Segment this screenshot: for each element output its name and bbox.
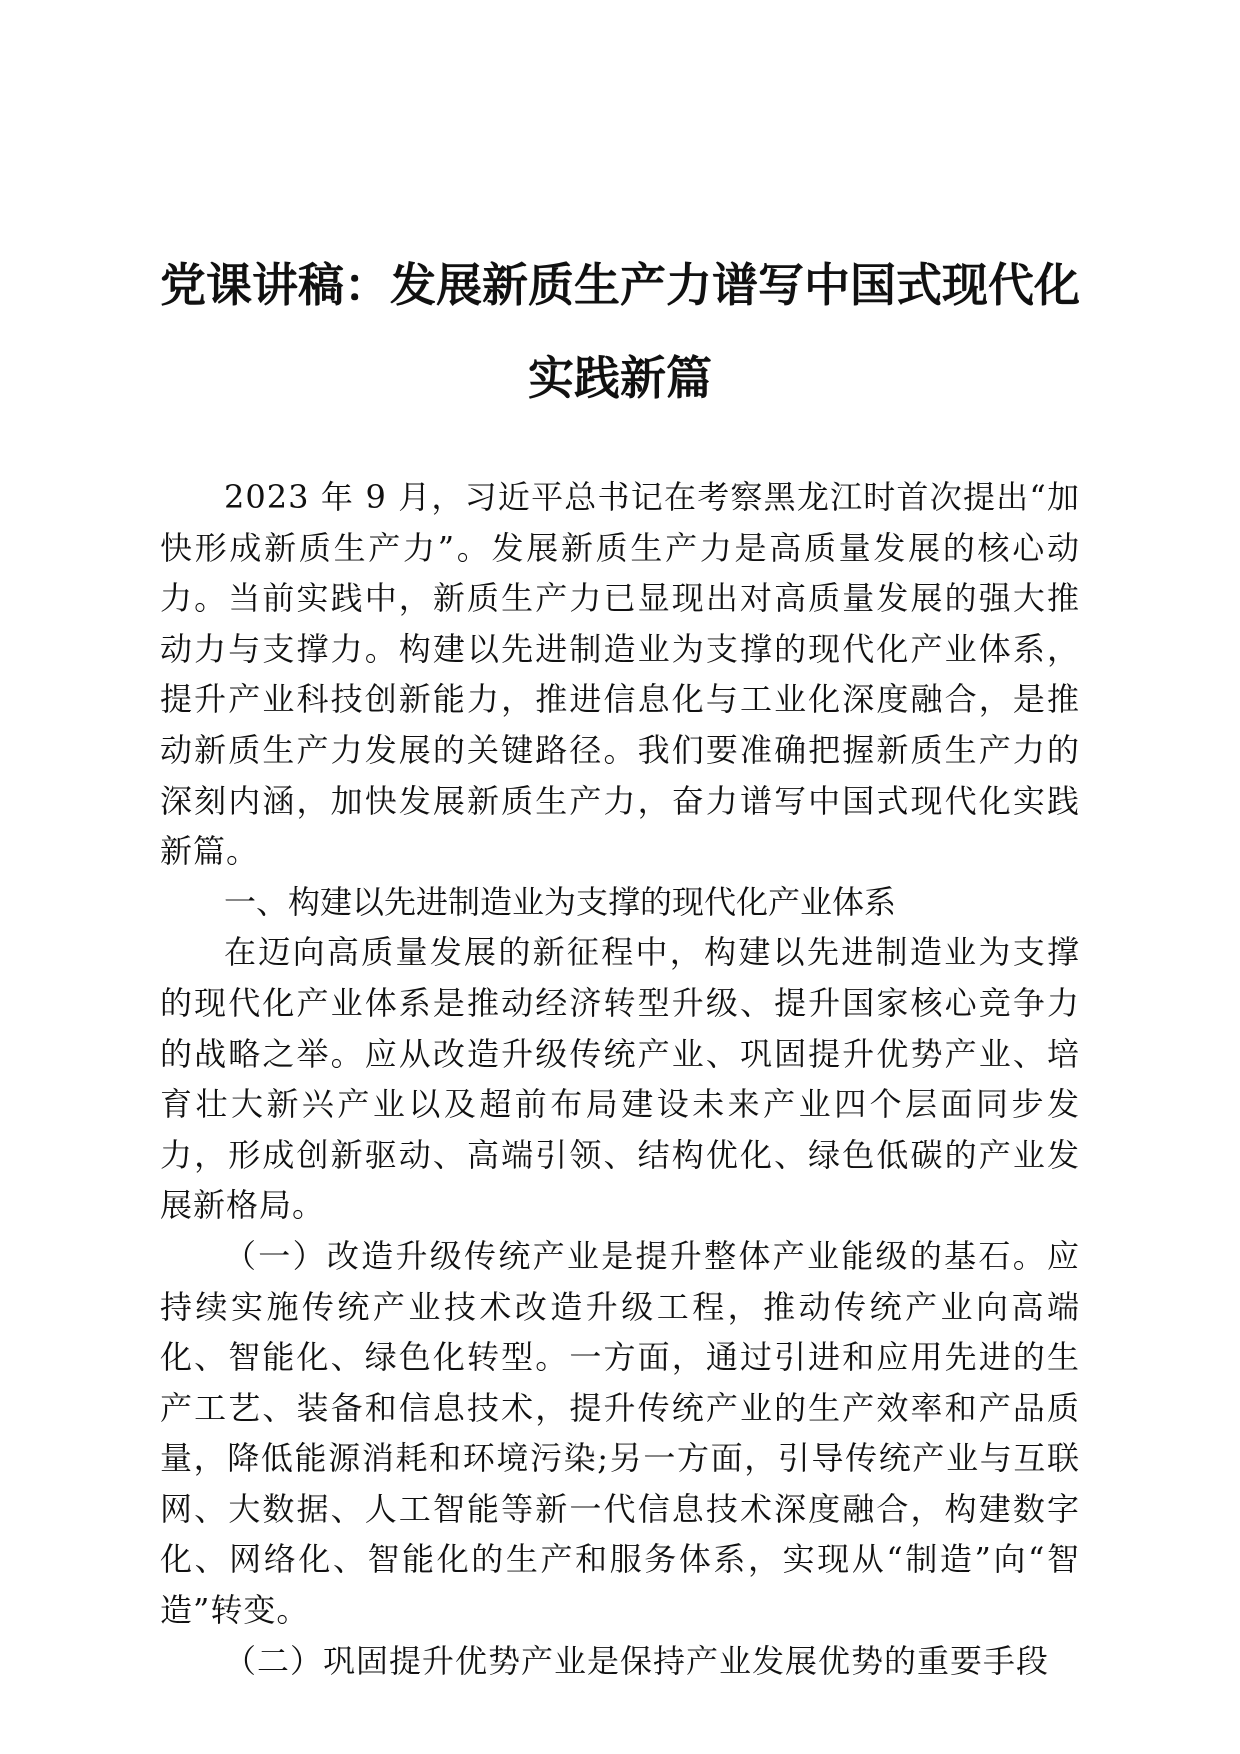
document-title-line-2: 实践新篇 [528,351,712,405]
document-title-line-1: 党课讲稿：发展新质生产力谱写中国式现代化 [160,258,1080,312]
section-heading-1: 一、构建以先进制造业为支撑的现代化产业体系 [224,882,897,921]
subsection-2-paragraph: （二）巩固提升优势产业是保持产业发展优势的重要手段 [224,1641,1050,1680]
section-1-paragraph: 在迈向高质量发展的新征程中，构建以先进制造业为支撑的现代化产业体系是推动经济转型升级、提升国家核心竞争力的战略之举。应从改造升级传统产业、巩固提升优势产业、培育壮大新兴产业以及超前布局建设未来产业四个层面同步发力，形成创新驱动、高端引领、结构优化、绿色低碳的产业发展新格局。 [160,933,1080,1225]
subsection-1-paragraph: （一）改造升级传统产业是提升整体产业能级的基石。应持续实施传统产业技术改造升级工程，推动传统产业向高端化、智能化、绿色化转型。一方面，通过引进和应用先进的生产工艺、装备和信息技术，提升传统产业的生产效率和产品质量，降低能源消耗和环境污染;另一方面，引导传统产业与互联网、大数据、人工智能等新一代信息技术深度融合，构建数字化、网络化、智能化的生产和服务体系，实现从“制造”向“智造”转变。 [160,1236,1080,1630]
intro-paragraph: 2023 年 9 月，习近平总书记在考察黑龙江时首次提出“加快形成新质生产力”。发展新质生产力是高质量发展的核心动力。当前实践中，新质生产力已显现出对高质量发展的强大推动力与支撑力。构建以先进制造业为支撑的现代化产业体系，提升产业科技创新能力，推进信息化与工业化深度融合，是推动新质生产力发展的关键路径。我们要准确把握新质生产力的深刻内涵，加快发展新质生产力，奋力谱写中国式现代化实践新篇。 [160,478,1080,871]
document-body [160,472,1080,1686]
